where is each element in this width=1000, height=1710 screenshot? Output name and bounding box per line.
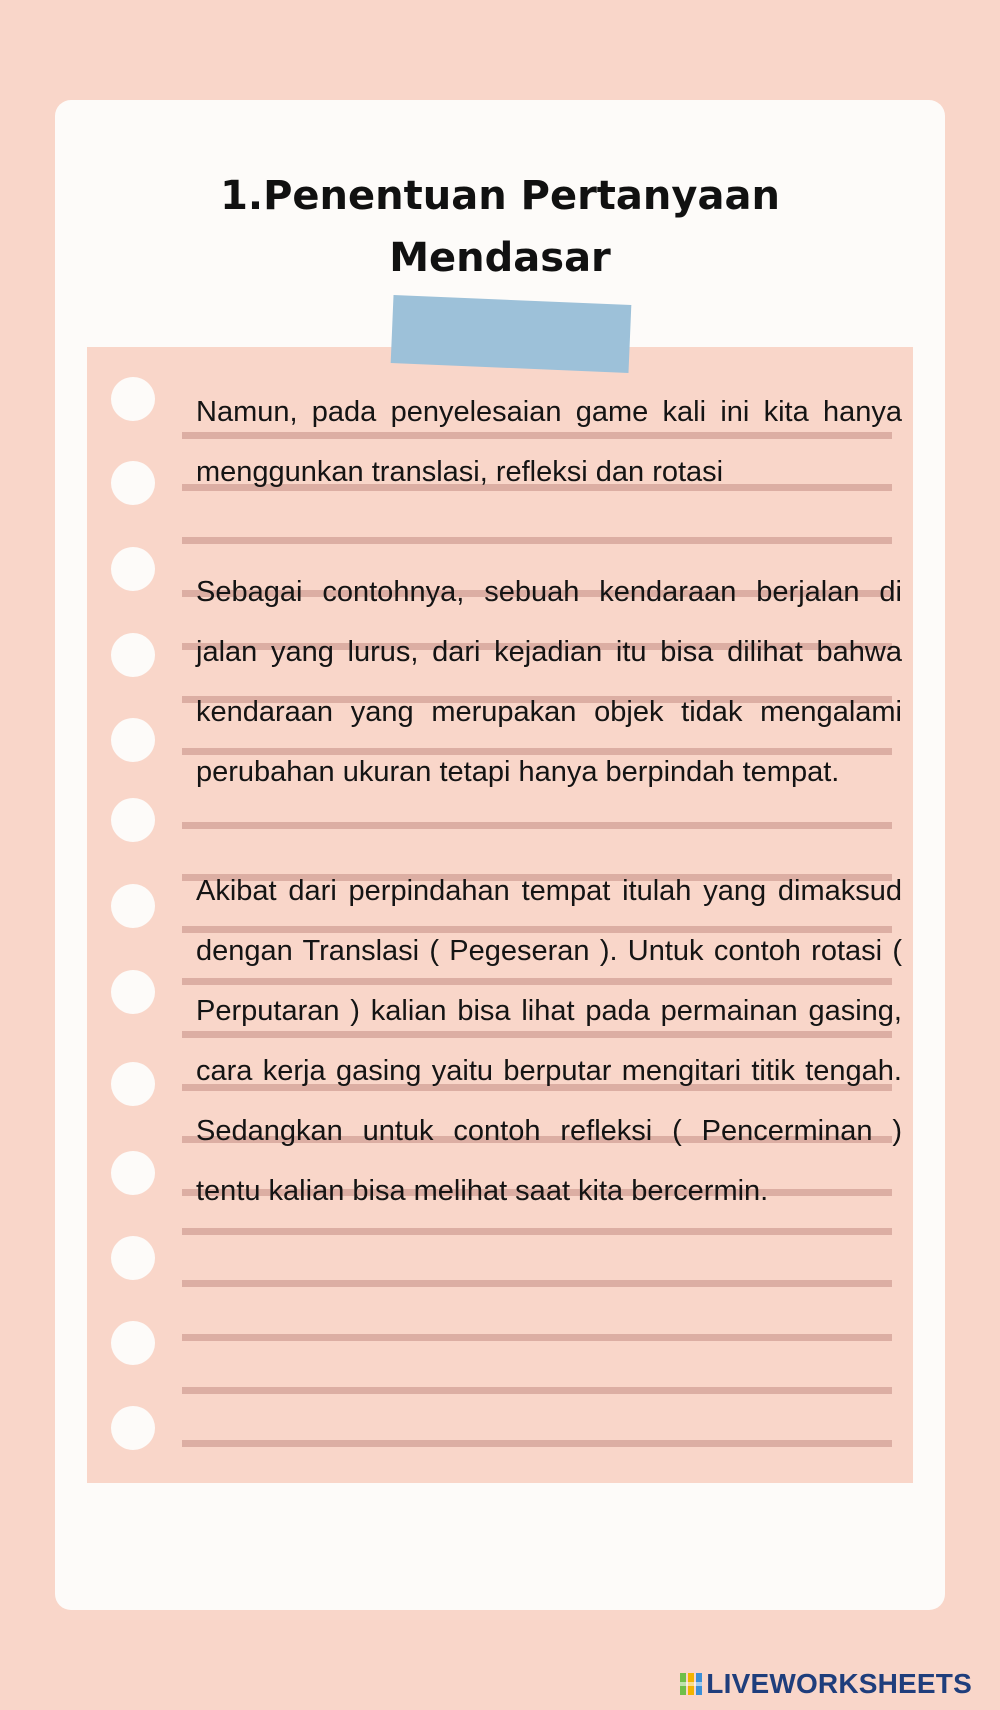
binder-hole (111, 1151, 155, 1195)
title-line-2: Mendasar (389, 235, 611, 281)
paragraph-intro: Namun, pada penyelesaian game kali ini kita hanya menggunkan translasi, refleksi dan rotasi (196, 396, 902, 488)
binder-hole (111, 1062, 155, 1106)
binder-hole (111, 718, 155, 762)
brand-text: LIVEWORKSHEETS (706, 1668, 972, 1699)
binder-hole (111, 884, 155, 928)
binder-hole (111, 633, 155, 677)
paragraph-example-translation: Sebagai contohnya, sebuah kendaraan berjalan di jalan yang lurus, dari kejadian itu bisa dilihat bahwa kendaraan yang merupakan objek tidak mengalami perubahan ukuran tetapi hanya berpindah tempat. (196, 576, 902, 788)
binder-hole (111, 1406, 155, 1450)
ruled-line (182, 1440, 892, 1447)
liveworksheets-logo-icon (680, 1673, 702, 1695)
binder-hole (111, 1236, 155, 1280)
ruled-line (182, 1334, 892, 1341)
tape-decoration (391, 295, 632, 373)
binder-hole (111, 970, 155, 1014)
paragraph-rotation-reflection: Akibat dari perpindahan tempat itulah yang dimaksud dengan Translasi ( Pegeseran ). Untuk contoh rotasi ( Perputaran ) kalian bisa lihat pada permainan gasing, cara kerja gasing yaitu berputar mengitari titik tengah. Sedangkan untuk contoh refleksi ( Pencerminan ) tentu kalian bisa melihat saat kita bercermin. (196, 875, 902, 1207)
binder-hole (111, 547, 155, 591)
binder-hole (111, 377, 155, 421)
page-title (0, 165, 1000, 289)
ruled-line (182, 537, 892, 544)
binder-hole (111, 461, 155, 505)
liveworksheets-logo[interactable] (680, 1668, 972, 1700)
ruled-line (182, 1228, 892, 1235)
title-line-1: 1.Penentuan Pertanyaan (220, 173, 780, 219)
ruled-line (182, 822, 892, 829)
ruled-line (182, 1387, 892, 1394)
ruled-line (182, 1280, 892, 1287)
binder-hole (111, 798, 155, 842)
binder-hole (111, 1321, 155, 1365)
